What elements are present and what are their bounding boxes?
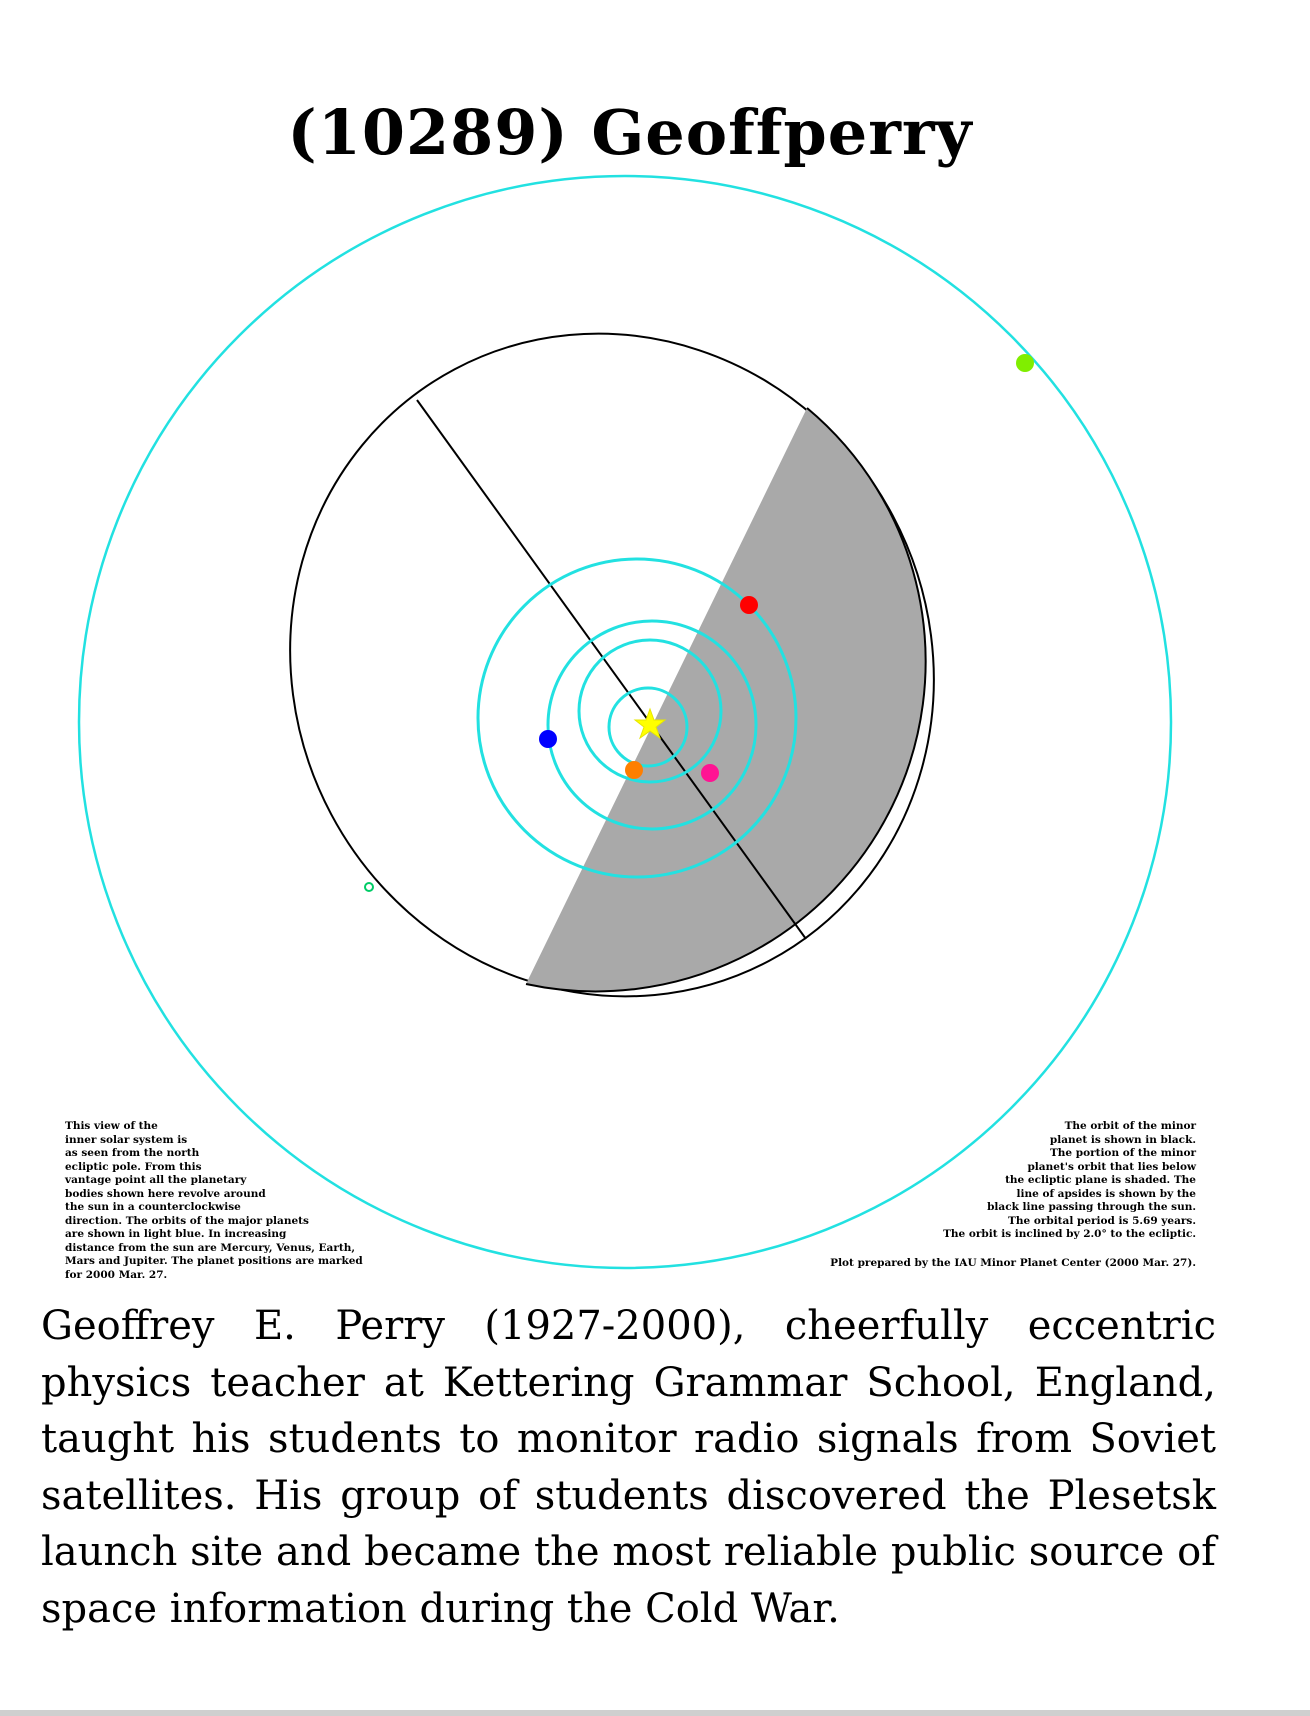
- note-line: The orbit of the minor: [1064, 1120, 1196, 1132]
- venus-marker: [701, 764, 719, 782]
- explanation-left: [65, 1120, 363, 1282]
- explanation-right: [943, 1120, 1196, 1242]
- mercury-marker: [625, 761, 643, 779]
- note-line: planet is shown in black.: [1049, 1133, 1196, 1146]
- page-title: (10289) Geoffperry: [287, 96, 973, 169]
- note-line: This view of the: [65, 1120, 158, 1132]
- note-line: for 2000 Mar. 27.: [65, 1268, 168, 1281]
- minor-planet-marker: [365, 883, 373, 891]
- bottom-border: [0, 1710, 1310, 1716]
- note-line: bodies shown here revolve around: [65, 1187, 266, 1200]
- note-line: The portion of the minor: [1049, 1147, 1196, 1159]
- note-line: Mars and Jupiter. The planet positions are marked: [65, 1255, 363, 1267]
- note-line: inner solar system is: [65, 1133, 188, 1146]
- plot-credit: Plot prepared by the IAU Minor Planet Center (2000 Mar. 27).: [830, 1257, 1196, 1269]
- note-line: are shown in light blue. In increasing: [65, 1228, 287, 1240]
- note-line: black line passing through the sun.: [987, 1201, 1196, 1213]
- note-line: The orbit is inclined by 2.0° to the ecliptic.: [943, 1228, 1196, 1240]
- note-line: direction. The orbits of the major planets: [65, 1214, 309, 1227]
- note-line: line of apsides is shown by the: [1016, 1187, 1196, 1200]
- note-line: The orbital period is 5.69 years.: [1008, 1214, 1196, 1227]
- note-line: ecliptic pole. From this: [65, 1160, 202, 1173]
- note-line: the sun in a counterclockwise: [65, 1201, 241, 1213]
- note-line: as seen from the north: [65, 1147, 200, 1159]
- note-line: the ecliptic plane is shaded. The: [1005, 1174, 1196, 1186]
- earth-marker: [539, 730, 557, 748]
- note-line: distance from the sun are Mercury, Venus, Earth,: [65, 1241, 356, 1254]
- jupiter-marker: [1016, 354, 1034, 372]
- note-line: planet's orbit that lies below: [1027, 1160, 1196, 1173]
- mars-marker: [740, 596, 758, 614]
- note-line: vantage point all the planetary: [65, 1174, 247, 1186]
- caption-text: Geoffrey E. Perry (1927-2000), cheerfully eccentric physics teacher at Kettering Grammar School, England, taught his students to monitor radio signals from Soviet satellites. His group of students discovered the Plesetsk launch site and became the most reliable public source of space information during the Cold War.: [41, 1303, 1216, 1632]
